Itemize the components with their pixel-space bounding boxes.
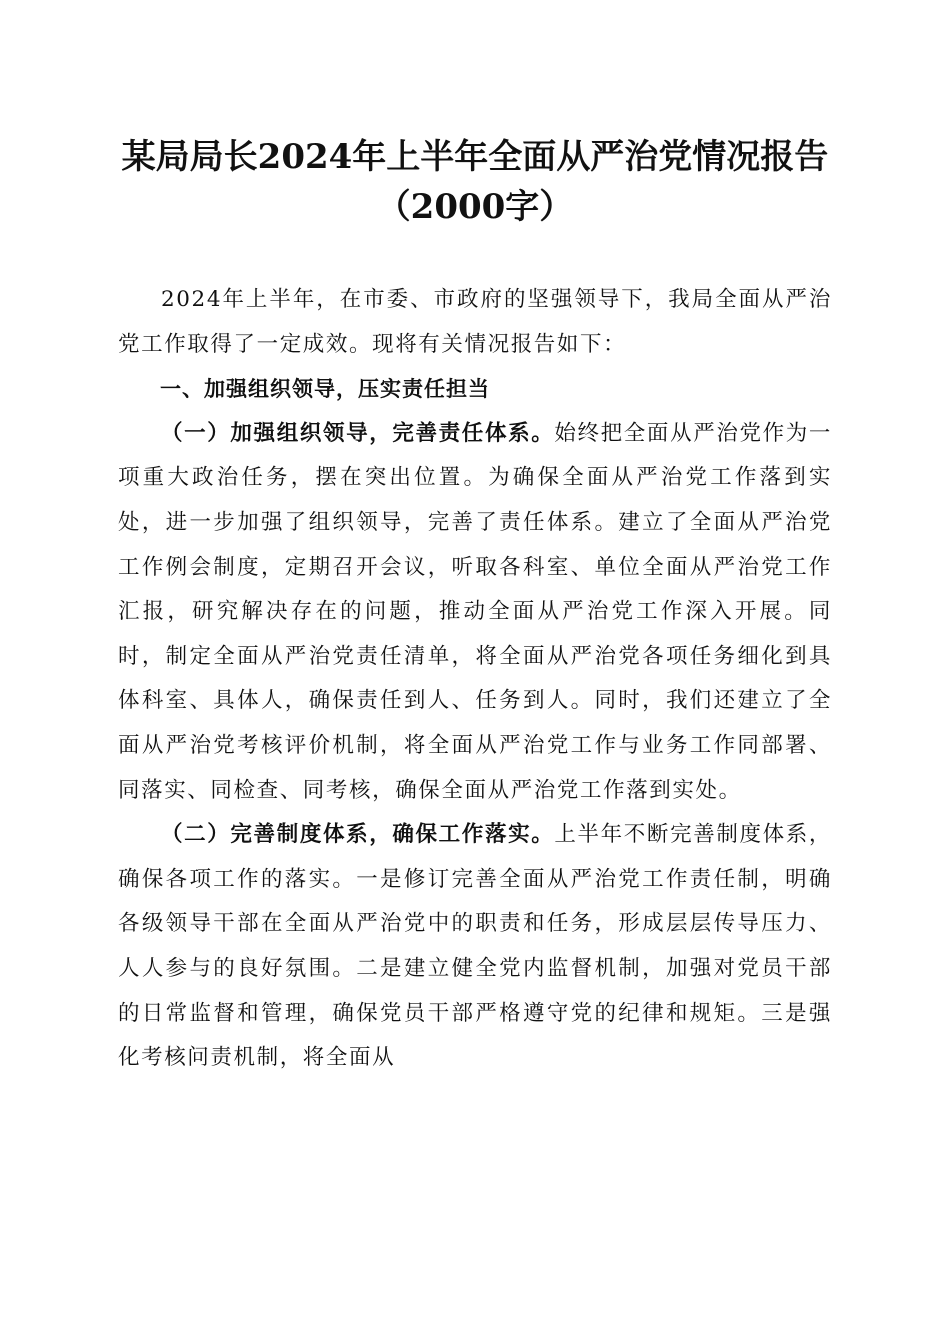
- subsection-2-body: 上半年不断完善制度体系，确保各项工作的落实。一是修订完善全面从严治党工作责任制，明确各级领导干部在全面从严治党中的职责和任务，形成层层传导压力、人人参与的良好氛围。二是建立健全党内监督机制，加强对党员干部的日常监督和管理，确保党员干部严格遵守党的纪律和规矩。三是强化考核问责机制，将全面从: [118, 822, 833, 1071]
- document-body: [118, 278, 832, 1081]
- subsection-2-paragraph: [118, 813, 832, 1081]
- subsection-1-title: （一）加强组织领导，完善责任体系。: [161, 420, 555, 446]
- intro-paragraph: 2024年上半年，在市委、市政府的坚强领导下，我局全面从严治党工作取得了一定成效。现将有关情况报告如下：: [118, 287, 832, 357]
- subsection-1-paragraph: [118, 412, 832, 813]
- subsection-1-body: 始终把全面从严治党作为一项重大政治任务，摆在突出位置。为确保全面从严治党工作落到实处，进一步加强了组织领导，完善了责任体系。建立了全面从严治党工作例会制度，定期召开会议，听取各科室、单位全面从严治党工作汇报，研究解决存在的问题，推动全面从严治党工作深入开展。同时，制定全面从严治党责任清单，将全面从严治党各项任务细化到具体科室、具体人，确保责任到人、任务到人。同时，我们还建立了全面从严治党考核评价机制，将全面从严治党工作与业务工作同部署、同落实、同检查、同考核，确保全面从严治党工作落到实处。: [118, 420, 833, 803]
- section-heading: 一、加强组织领导，压实责任担当: [160, 377, 490, 402]
- subsection-2-title: （二）完善制度体系，确保工作落实。: [161, 822, 555, 848]
- document-title: 某局局长2024年上半年全面从严治党情况报告（2000字）: [121, 137, 829, 227]
